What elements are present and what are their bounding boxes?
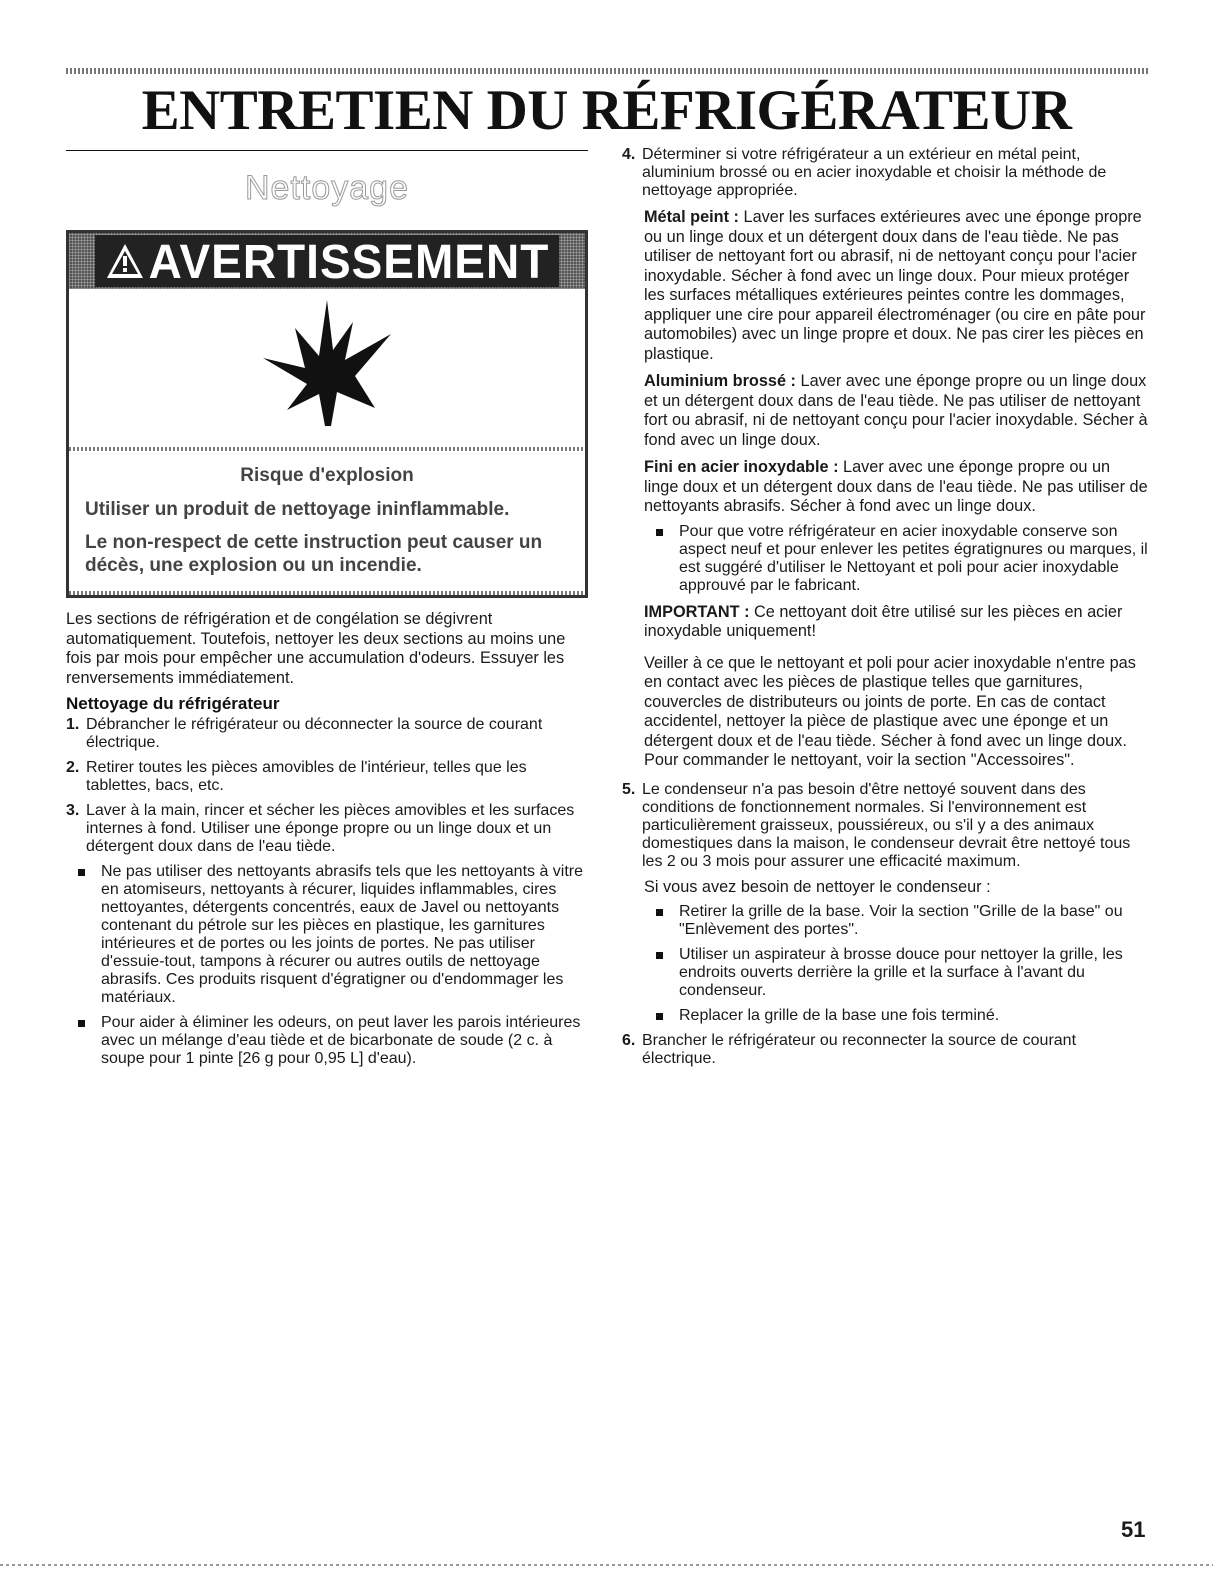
subheading: Nettoyage du réfrigérateur bbox=[66, 694, 280, 713]
warning-message bbox=[69, 451, 585, 591]
condenser-intro: Si vous avez besoin de nettoyer le condenseur : bbox=[644, 877, 991, 896]
step-5: 5. Le condenseur n'a pas besoin d'être nettoyé souvent dans des conditions de fonctionnement normales. Si l'environnement est particulièrement graisseux, poussiéreux, ou s'il y a des animaux domestiques dans la maison, le condenseur devrait être nettoyé tous les 2 ou 3 mois pour assurer une efficacité maximum. bbox=[622, 780, 1131, 870]
important-paragraph: IMPORTANT : Ce nettoyant doit être utilisé sur les pièces en acier inoxydable uniquement! bbox=[644, 602, 1123, 640]
bullet-item: Replacer la grille de la base une fois terminé. bbox=[622, 1007, 1148, 1025]
intro-paragraph: Les sections de réfrigération et de congélation se dégivrent automatiquement. Toutefois, nettoyer les deux sections au moins une fois par mois pour empêcher une accumulation d'odeurs. Essuyer les renversements immédiatement. bbox=[66, 610, 566, 687]
bullet-square-icon bbox=[78, 1020, 85, 1027]
warning-line-3: Le non-respect de cette instruction peut causer un décès, une explosion ou un incendie. bbox=[85, 532, 543, 576]
brushed-aluminum-paragraph: Aluminium brossé : Laver avec une éponge propre ou un linge doux et un détergent doux dans de l'eau tiède. Ne pas utiliser de nettoyant fort ou abrasif, ni de nettoyant conçu pour l'acier inoxydable. Sécher à fond avec un linge doux. bbox=[644, 372, 1148, 449]
section-title: Nettoyage bbox=[245, 169, 409, 207]
bullet-square-icon bbox=[656, 909, 663, 916]
warning-line-1: Risque d'explosion bbox=[240, 465, 414, 486]
page-title: ENTRETIEN DU RÉFRIGÉRATEUR bbox=[141, 79, 1072, 142]
warning-title: AVERTISSEMENT bbox=[148, 233, 550, 289]
bullet-item: Retirer la grille de la base. Voir la section "Grille de la base" ou "Enlèvement des portes". bbox=[622, 903, 1148, 939]
step-2: 2. Retirer toutes les pièces amovibles de l'intérieur, telles que les tablettes, bacs, etc. bbox=[66, 759, 527, 794]
warning-box bbox=[66, 230, 588, 598]
warning-line-2: Utiliser un produit de nettoyage ininflammable. bbox=[85, 499, 510, 520]
bullet-item: Utiliser un aspirateur à brosse douce pour nettoyer la grille, les endroits ouverts derrière la grille et la surface à l'avant du condenseur. bbox=[622, 946, 1148, 1000]
step-1: 1. Débrancher le réfrigérateur ou déconnecter la source de courant électrique. bbox=[66, 716, 543, 751]
bullet-square-icon bbox=[656, 952, 663, 959]
bullet-square-icon bbox=[656, 529, 663, 536]
warning-header bbox=[69, 233, 585, 289]
page-number: 51 bbox=[1121, 1517, 1146, 1542]
bottom-dotted-rule bbox=[0, 1564, 1213, 1566]
step-6: 6. Brancher le réfrigérateur ou reconnecter la source de courant électrique. bbox=[622, 1032, 1077, 1067]
bullet-item: Pour que votre réfrigérateur en acier inoxydable conserve son aspect neuf et pour enlever les petites égratignures ou marques, il est suggéré d'utiliser le Nettoyant et poli pour acier inoxydable approuvé par le fabricant. bbox=[622, 523, 1148, 595]
painted-metal-paragraph: Métal peint : Laver les surfaces extérieures avec une éponge propre ou un linge doux et un détergent doux dans de l'eau tiède. Ne pas utiliser de nettoyant fort ou abrasif, ni de nettoyant conçu pour l'acier inoxydable. Sécher à fond avec un linge doux. Pour mieux protéger les surfaces métalliques extérieures peintes contre les dommages, appliquer une cire pour appareil électroménager (ou cire en pâte pour automobiles) avec un linge propre et doux. Ne pas cirer les pièces en plastique. bbox=[644, 208, 1146, 363]
warning-triangle-icon bbox=[105, 242, 145, 280]
right-column bbox=[622, 146, 1148, 1075]
column-rule bbox=[66, 150, 588, 151]
step-3: 3. Laver à la main, rincer et sécher les pièces amovibles et les surfaces internes à fond. Utiliser une éponge propre ou un linge doux et un détergent doux dans de l'eau tiède. bbox=[66, 802, 575, 855]
left-column bbox=[66, 150, 588, 1075]
top-dotted-rule bbox=[66, 68, 1148, 74]
bullet-item: Pour aider à éliminer les odeurs, on peut laver les parois intérieures avec un mélange d'eau tiède et de bicarbonate de soude (2 c. à soupe pour 1 pinte [26 g pour 0,95 L] d'eau). bbox=[66, 1014, 588, 1068]
step-4: 4. Déterminer si votre réfrigérateur a un extérieur en métal peint, aluminium brossé ou en acier inoxydable et choisir la méthode de nettoyage appropriée. bbox=[622, 146, 1107, 199]
explosion-graphic bbox=[69, 289, 585, 447]
bullet-square-icon bbox=[656, 1013, 663, 1020]
caution-paragraph: Veiller à ce que le nettoyant et poli pour acier inoxydable n'entre pas en contact avec les pièces de plastique telles que garnitures, couvercles de distributeurs ou joints de porte. En cas de contact accidentel, nettoyer la pièce de plastique avec une éponge et un détergent doux et de l'eau tiède. Sécher à fond avec un linge doux. Pour commander le nettoyant, voir la section "Accessoires". bbox=[644, 653, 1136, 769]
bullet-item: Ne pas utiliser des nettoyants abrasifs tels que les nettoyants à vitre en atomiseurs, nettoyants à récurer, liquides inflammables, cires nettoyantes, détergents concentrés, eaux de Javel ou nettoyants contenant du pétrole sur les pièces en plastique, les garnitures intérieures et de portes ou les joints de portes. Ne pas utiliser d'essuie-tout, tampons à récurer ou autres outils de nettoyage abrasifs. Ces produits risquent d'égratigner ou d'endommager les matériaux. bbox=[66, 863, 588, 1007]
explosion-icon bbox=[257, 298, 397, 438]
bullet-square-icon bbox=[78, 869, 85, 876]
stainless-paragraph: Fini en acier inoxydable : Laver avec une éponge propre ou un linge doux et un détergent doux dans de l'eau tiède. Ne pas utiliser de nettoyants abrasifs. Sécher à fond avec un linge doux. bbox=[644, 458, 1148, 515]
